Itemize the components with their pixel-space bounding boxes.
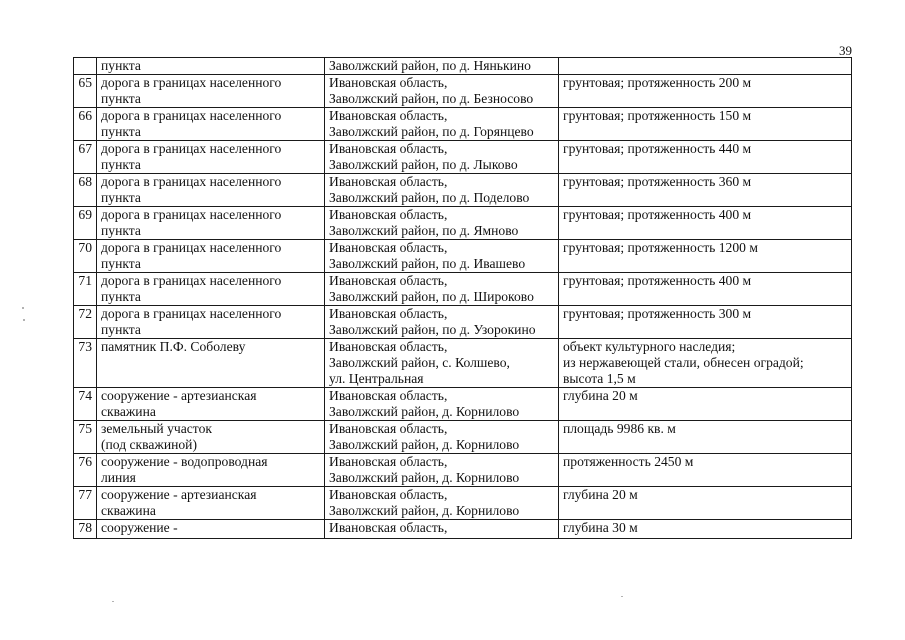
description-cell: грунтовая; протяженность 400 м xyxy=(559,273,852,306)
address-cell: Ивановская область, Заволжский район, по д. Ивашево xyxy=(325,240,559,273)
row-number-cell: 71 xyxy=(74,273,97,306)
description-cell: глубина 20 м xyxy=(559,388,852,421)
address-cell: Ивановская область, Заволжский район, по д. Широково xyxy=(325,273,559,306)
scan-speck xyxy=(112,601,114,602)
table-row xyxy=(74,454,852,487)
object-name-cell: памятник П.Ф. Соболеву xyxy=(97,339,325,388)
address-cell: Ивановская область, Заволжский район, д. Корнилово xyxy=(325,454,559,487)
registry-table-body xyxy=(74,58,852,539)
object-name-cell: дорога в границах населенного пункта xyxy=(97,306,325,339)
row-number-cell: 70 xyxy=(74,240,97,273)
table-row xyxy=(74,306,852,339)
address-cell: Ивановская область, Заволжский район, д. Корнилово xyxy=(325,487,559,520)
description-cell xyxy=(559,58,852,75)
description-cell: площадь 9986 кв. м xyxy=(559,421,852,454)
object-name-cell: сооружение - водопроводная линия xyxy=(97,454,325,487)
object-name-cell: дорога в границах населенного пункта xyxy=(97,108,325,141)
description-cell: протяженность 2450 м xyxy=(559,454,852,487)
table-row-continuation xyxy=(74,58,852,75)
table-row xyxy=(74,520,852,539)
row-number-cell: 66 xyxy=(74,108,97,141)
scan-speck xyxy=(23,319,25,321)
address-cell: Ивановская область, xyxy=(325,520,559,539)
object-name-cell: дорога в границах населенного пункта xyxy=(97,174,325,207)
table-row xyxy=(74,487,852,520)
object-name-cell: дорога в границах населенного пункта xyxy=(97,207,325,240)
table-row xyxy=(74,240,852,273)
address-cell: Ивановская область, Заволжский район, д. Корнилово xyxy=(325,421,559,454)
address-cell: Ивановская область, Заволжский район, д. Корнилово xyxy=(325,388,559,421)
row-number-cell xyxy=(74,58,97,75)
table-row xyxy=(74,207,852,240)
row-number-cell: 78 xyxy=(74,520,97,539)
table-row xyxy=(74,141,852,174)
description-cell: грунтовая; протяженность 150 м xyxy=(559,108,852,141)
address-cell: Ивановская область, Заволжский район, по д. Безносово xyxy=(325,75,559,108)
table-row xyxy=(74,339,852,388)
table-row xyxy=(74,75,852,108)
object-name-cell: сооружение - артезианская скважина xyxy=(97,487,325,520)
address-cell: Ивановская область, Заволжский район, с. Колшево, ул. Центральная xyxy=(325,339,559,388)
table-row xyxy=(74,108,852,141)
object-name-cell: дорога в границах населенного пункта xyxy=(97,75,325,108)
row-number-cell: 77 xyxy=(74,487,97,520)
scan-speck xyxy=(621,596,623,597)
address-cell: Заволжский район, по д. Нянькино xyxy=(325,58,559,75)
object-name-cell: дорога в границах населенного пункта xyxy=(97,141,325,174)
row-number-cell: 74 xyxy=(74,388,97,421)
object-name-cell: пункта xyxy=(97,58,325,75)
description-cell: грунтовая; протяженность 440 м xyxy=(559,141,852,174)
description-cell: грунтовая; протяженность 400 м xyxy=(559,207,852,240)
address-cell: Ивановская область, Заволжский район, по д. Ямново xyxy=(325,207,559,240)
description-cell: грунтовая; протяженность 1200 м xyxy=(559,240,852,273)
row-number-cell: 72 xyxy=(74,306,97,339)
row-number-cell: 73 xyxy=(74,339,97,388)
row-number-cell: 68 xyxy=(74,174,97,207)
object-name-cell: сооружение - xyxy=(97,520,325,539)
table-row xyxy=(74,273,852,306)
table-row xyxy=(74,174,852,207)
object-name-cell: дорога в границах населенного пункта xyxy=(97,240,325,273)
address-cell: Ивановская область, Заволжский район, по д. Поделово xyxy=(325,174,559,207)
table-row xyxy=(74,421,852,454)
object-name-cell: земельный участок (под скважиной) xyxy=(97,421,325,454)
row-number-cell: 65 xyxy=(74,75,97,108)
row-number-cell: 75 xyxy=(74,421,97,454)
object-name-cell: сооружение - артезианская скважина xyxy=(97,388,325,421)
table-row xyxy=(74,388,852,421)
description-cell: объект культурного наследия; из нержавеющей стали, обнесен оградой; высота 1,5 м xyxy=(559,339,852,388)
address-cell: Ивановская область, Заволжский район, по д. Горянцево xyxy=(325,108,559,141)
object-name-cell: дорога в границах населенного пункта xyxy=(97,273,325,306)
page-number: 39 xyxy=(839,43,852,58)
description-cell: глубина 30 м xyxy=(559,520,852,539)
scan-speck xyxy=(22,307,24,309)
address-cell: Ивановская область, Заволжский район, по д. Лыково xyxy=(325,141,559,174)
description-cell: грунтовая; протяженность 360 м xyxy=(559,174,852,207)
address-cell: Ивановская область, Заволжский район, по д. Узорокино xyxy=(325,306,559,339)
row-number-cell: 76 xyxy=(74,454,97,487)
description-cell: глубина 20 м xyxy=(559,487,852,520)
row-number-cell: 69 xyxy=(74,207,97,240)
description-cell: грунтовая; протяженность 300 м xyxy=(559,306,852,339)
description-cell: грунтовая; протяженность 200 м xyxy=(559,75,852,108)
row-number-cell: 67 xyxy=(74,141,97,174)
property-registry-table xyxy=(73,57,852,539)
